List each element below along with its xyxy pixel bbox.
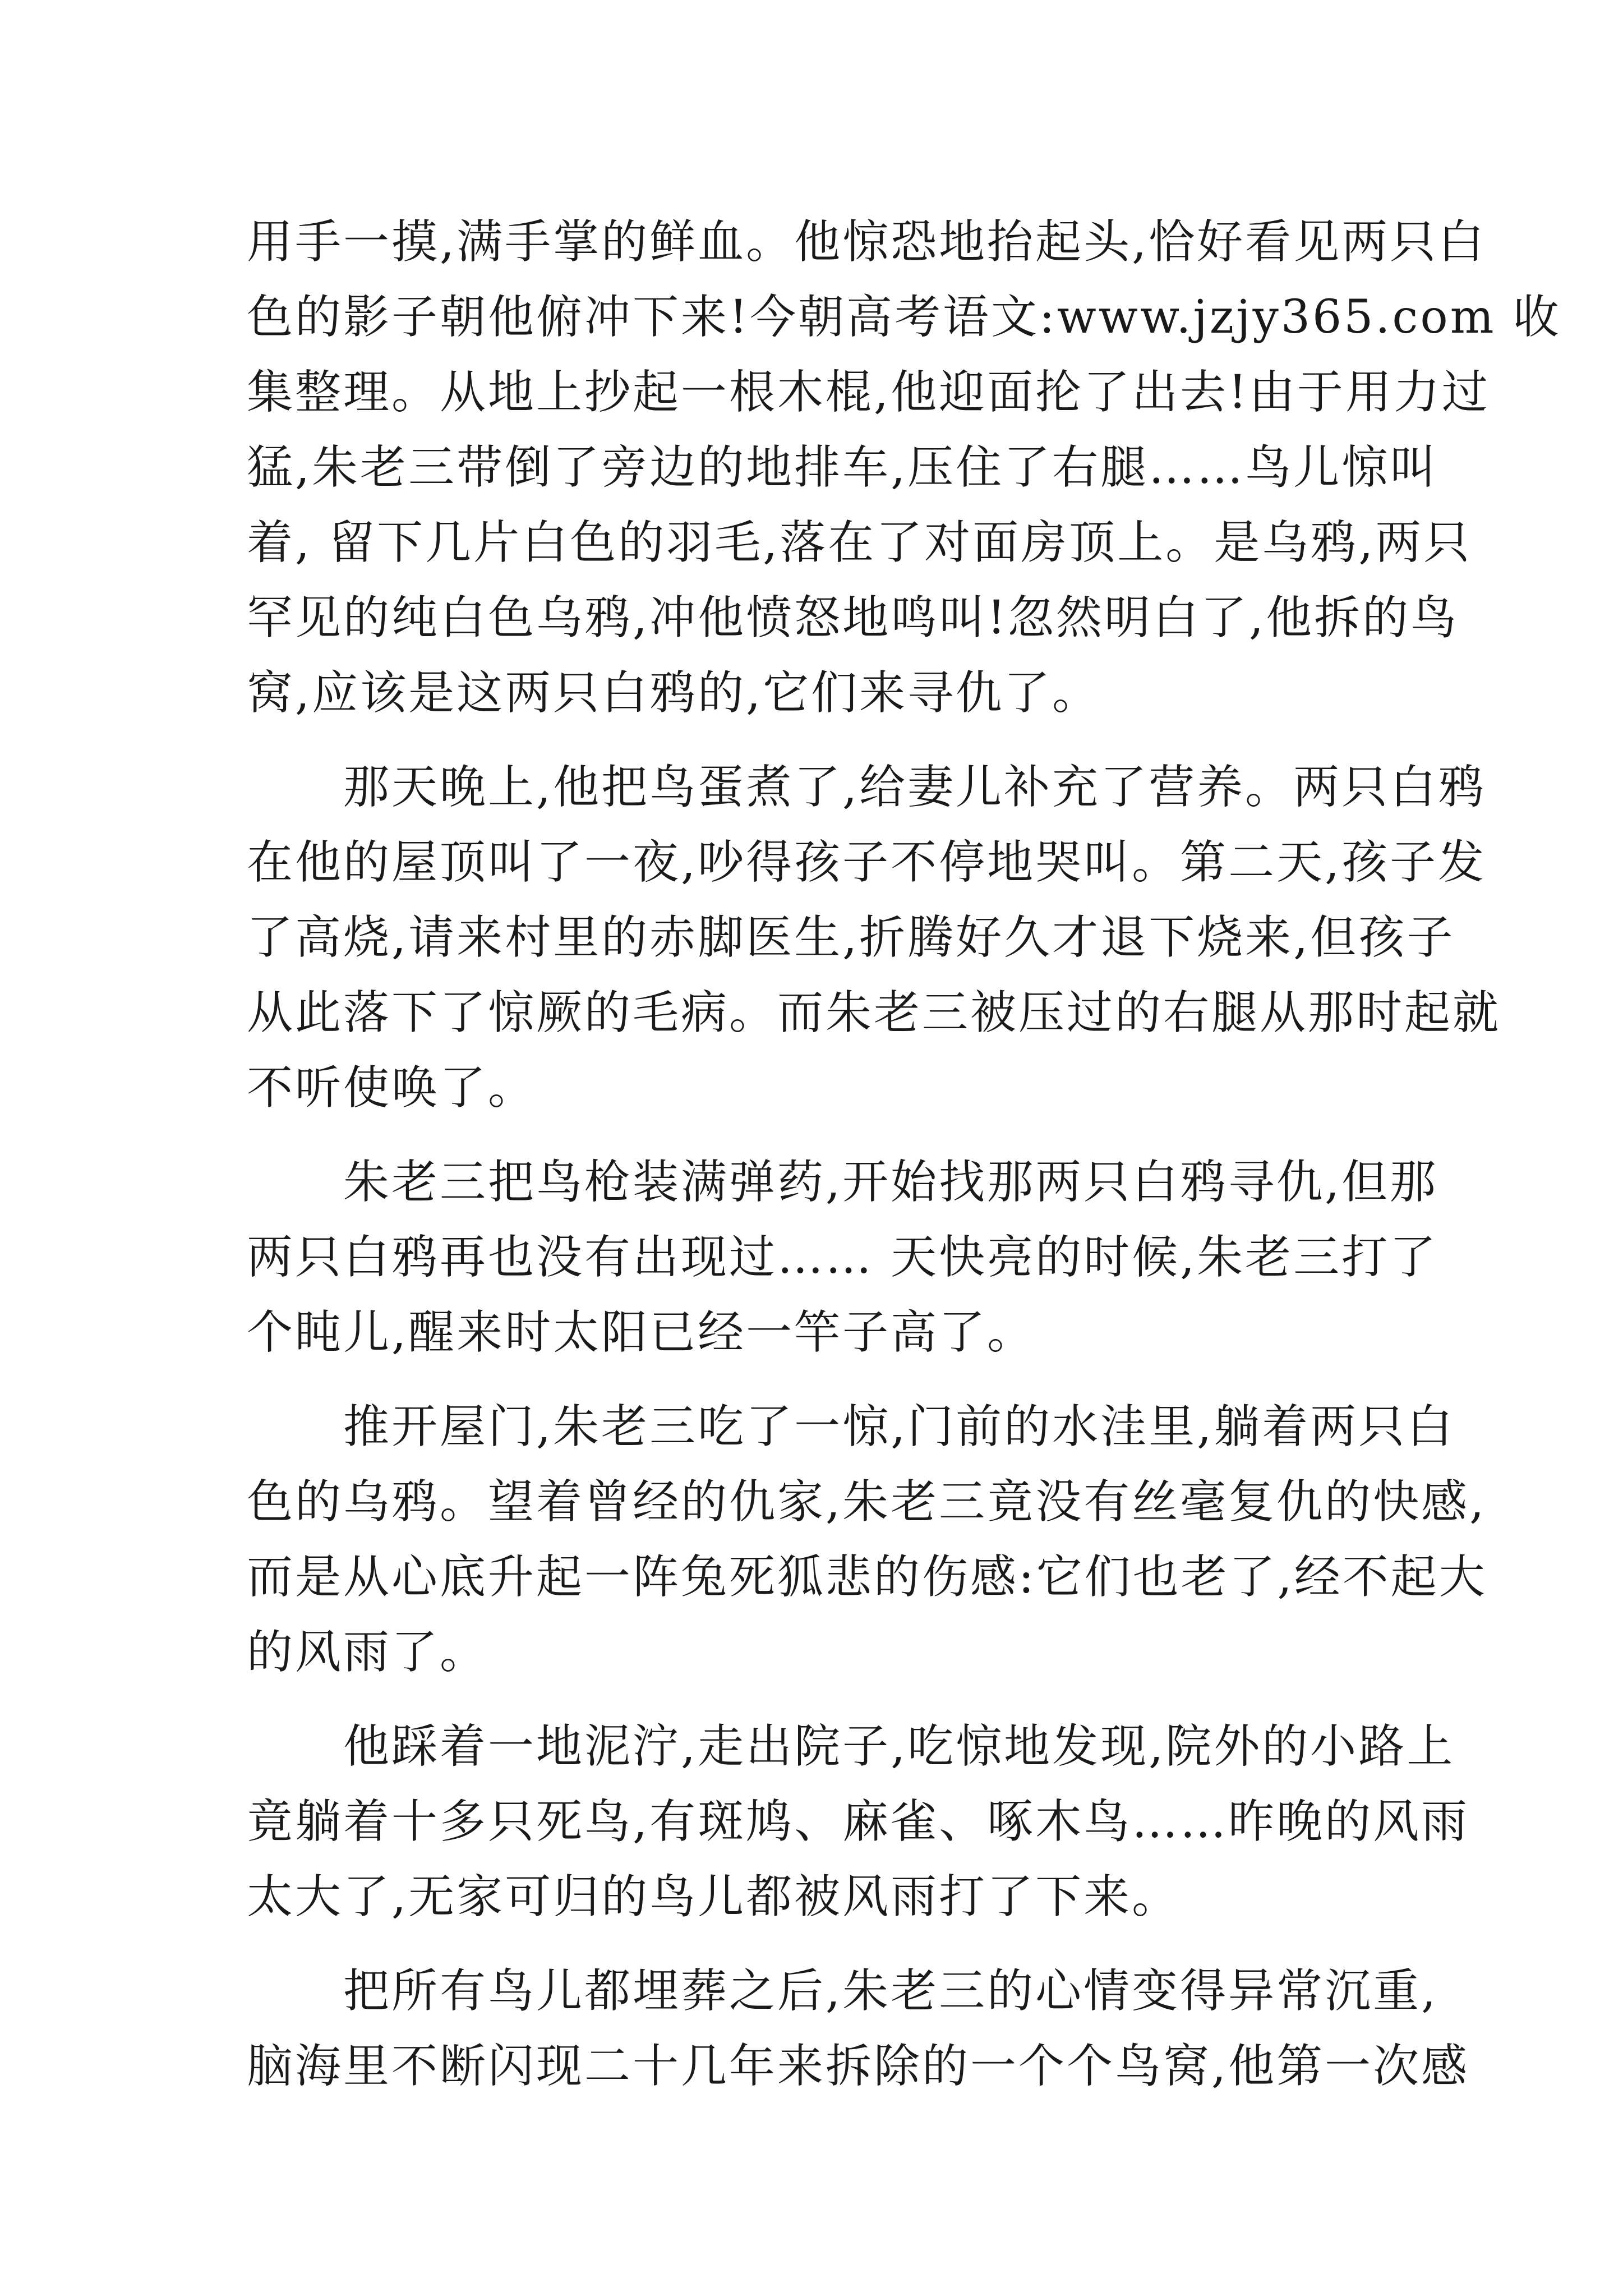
text-line: 两只白鸦再也没有出现过…… 天快亮的时候,朱老三打了: [247, 1231, 1438, 1284]
paragraph-first-line: 他踩着一地泥泞,走出院子,吃惊地发现,院外的小路上: [343, 1720, 1455, 1773]
paragraph-first-line: 朱老三把鸟枪装满弹药,开始找那两只白鸦寻仇,但那: [343, 1156, 1438, 1209]
text-line: 窝,应该是这两只白鸦的,它们来寻仇了。: [247, 666, 1101, 720]
text-line: 色的影子朝他俯冲下来!今朝高考语文:www.jzjy365.com 收: [247, 291, 1561, 344]
text-line: 猛,朱老三带倒了旁边的地排车,压住了右腿……鸟儿惊叫: [247, 441, 1438, 494]
text-line: 着, 留下几片白色的羽毛,落在了对面房顶上。是乌鸦,两只: [247, 516, 1472, 569]
text-line: 的风雨了。: [247, 1626, 488, 1679]
text-line: 脑海里不断闪现二十几年来拆除的一个个鸟窝,他第一次感: [247, 2040, 1470, 2093]
text-line: 罕见的纯白色乌鸦,冲他愤怒地鸣叫!忽然明白了,他拆的鸟: [247, 591, 1459, 645]
paragraph-first-line: 把所有鸟儿都埋葬之后,朱老三的心情变得异常沉重,: [343, 1964, 1438, 2018]
text-line: 而是从心底升起一阵兔死狐悲的伤感:它们也老了,经不起大: [247, 1550, 1487, 1604]
text-line: 个盹儿,醒来时太阳已经一竿子高了。: [247, 1306, 1036, 1359]
text-line: 从此落下了惊厥的毛病。而朱老三被压过的右腿从那时起就: [247, 986, 1501, 1039]
text-line: 了高烧,请来村里的赤脚医生,折腾好久才退下烧来,但孩子: [247, 911, 1455, 964]
paragraph-first-line: 推开屋门,朱老三吃了一惊,门前的水洼里,躺着两只白: [343, 1400, 1455, 1453]
text-line: 不听使唤了。: [247, 1061, 537, 1115]
text-line: 在他的屋顶叫了一夜,吵得孩子不停地哭叫。第二天,孩子发: [247, 836, 1487, 889]
paragraph-first-line: 那天晚上,他把鸟蛋煮了,给妻儿补充了营养。两只白鸦: [343, 761, 1487, 814]
text-line: 用手一摸,满手掌的鲜血。他惊恐地抬起头,恰好看见两只白: [247, 215, 1487, 269]
text-line: 色的乌鸦。望着曾经的仇家,朱老三竟没有丝毫复仇的快感,: [247, 1475, 1487, 1529]
text-line: 竟躺着十多只死鸟,有斑鸠、麻雀、啄木鸟……昨晚的风雨: [247, 1795, 1470, 1848]
text-line: 太大了,无家可归的鸟儿都被风雨打了下来。: [247, 1870, 1181, 1924]
text-line: 集整理。从地上抄起一根木棍,他迎面抡了出去!由于用力过: [247, 366, 1491, 419]
story-text: [247, 205, 1561, 2104]
